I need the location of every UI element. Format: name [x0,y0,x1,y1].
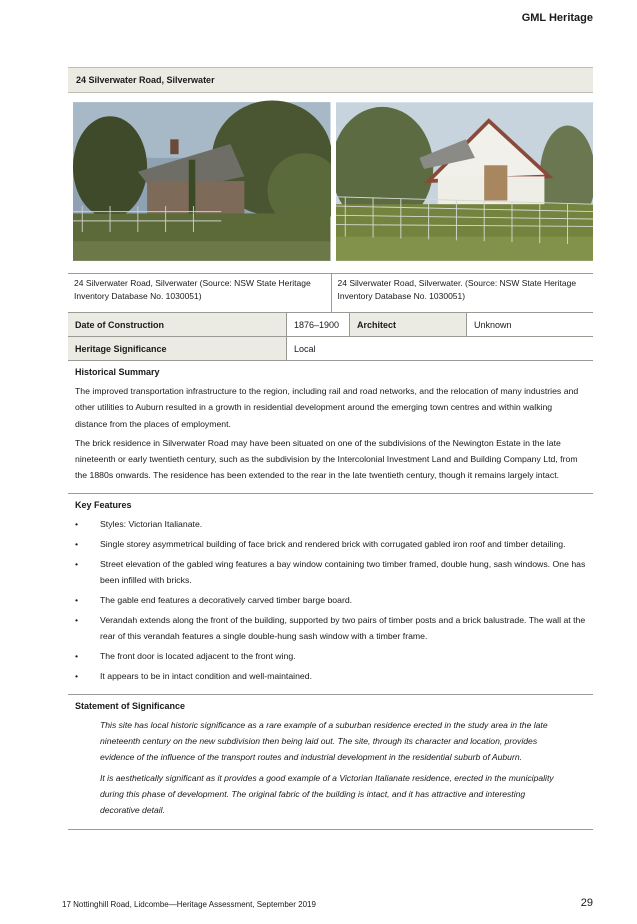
list-item [75,536,586,552]
footer-text: 17 Nottinghill Road, Lidcombe—Heritage Assessment, September 2019 [62,900,316,909]
bullet: • [75,670,79,681]
bullet: • [75,538,79,549]
significance-row [68,337,593,361]
feature-text: The front door is located adjacent to the front wing. [100,650,296,661]
architect-value: Unknown [467,313,594,337]
photo-caption-2: 24 Silverwater Road, Silverwater. (Source: NSW State Heritage Inventory Database No. 1030051) [331,274,594,312]
key-features-title: Key Features [75,499,132,510]
historical-summary-title: Historical Summary [75,367,160,377]
architect-label: Architect [350,313,467,337]
feature-text: The gable end features a decoratively carved timber barge board. [100,594,353,605]
historical-paragraph: The improved transportation infrastructure to the region, including rail and road networks, and the relocation of many industries and other utilities to Auburn resulted in a growth in residential development around the emerging town centres and within walking distance from the places of employment. [75,386,579,429]
construction-row [68,313,593,337]
bullet: • [75,518,79,529]
photo-row [68,93,593,274]
list-item [75,556,586,588]
item-title: 24 Silverwater Road, Silverwater [68,67,593,93]
historical-summary [68,361,593,494]
feature-text: Street elevation of the gabled wing features a bay window containing two timber framed, double hung, sash windows. One has been infilled with bricks. [100,558,586,585]
historical-paragraph: The brick residence in Silverwater Road may have been situated on one of the subdivisions of the Newington Estate in the late nineteenth or early twentieth century, such as the subdivision by the Intercolonial Investment Land and Building Company Ltd, from the 1880s onwards. The residence has been extended to the rear in the late twentieth century, though it remains largely intact. [75,437,578,481]
statement-title: Statement of Significance [75,700,186,711]
date-value: 1876–1900 [287,313,350,337]
house-photo-1 [73,96,331,267]
list-item [75,668,586,684]
item-details-table [68,313,593,361]
significance-label: Heritage Significance [68,337,287,361]
key-features [68,494,593,695]
heritage-item-sheet [68,67,593,830]
list-item [75,516,586,532]
bullet: • [75,650,79,661]
statement-of-significance [68,695,593,830]
feature-text: Verandah extends along the front of the building, supported by two pairs of timber posts and a brick balustrade. The wall at the rear of this verandah features a single double-hung sash window with a timber frame. [100,614,586,641]
bullet: • [75,614,79,625]
bullet: • [75,558,79,569]
list-item [75,592,586,608]
list-item [75,648,586,664]
page-number: 29 [580,897,593,909]
feature-text: Styles: Victorian Italianate. [100,518,203,529]
statement-paragraph: This site has local historic significance as a rare example of a suburban residence erected in the study area in the late nineteenth century on the new subdivision then being laid out. The site, through its character and location, provides evidence of the influence of the transport routes and industrial development in the residential suburb of Auburn. [100,719,548,762]
key-features-list [75,516,586,684]
feature-text: It appears to be in intact condition and well-maintained. [100,670,313,681]
brand-name: GML Heritage [521,12,593,24]
bullet: • [75,594,79,605]
house-photo-2 [336,96,594,267]
significance-value: Local [287,337,594,361]
date-label: Date of Construction [68,313,287,337]
photo-captions [68,274,593,313]
photo-caption-1: 24 Silverwater Road, Silverwater (Source: NSW State Heritage Inventory Database No. 1030051) [74,278,311,301]
feature-text: Single storey asymmetrical building of face brick and rendered brick with corrugated gabled iron roof and timber detailing. [100,538,566,549]
list-item [75,612,586,644]
statement-paragraph: It is aesthetically significant as it provides a good example of a Victorian Italianate residence, erected in the municipality during this phase of development. The original fabric of the building is intact, and it has attractive and interesting decorative detail. [100,772,554,815]
